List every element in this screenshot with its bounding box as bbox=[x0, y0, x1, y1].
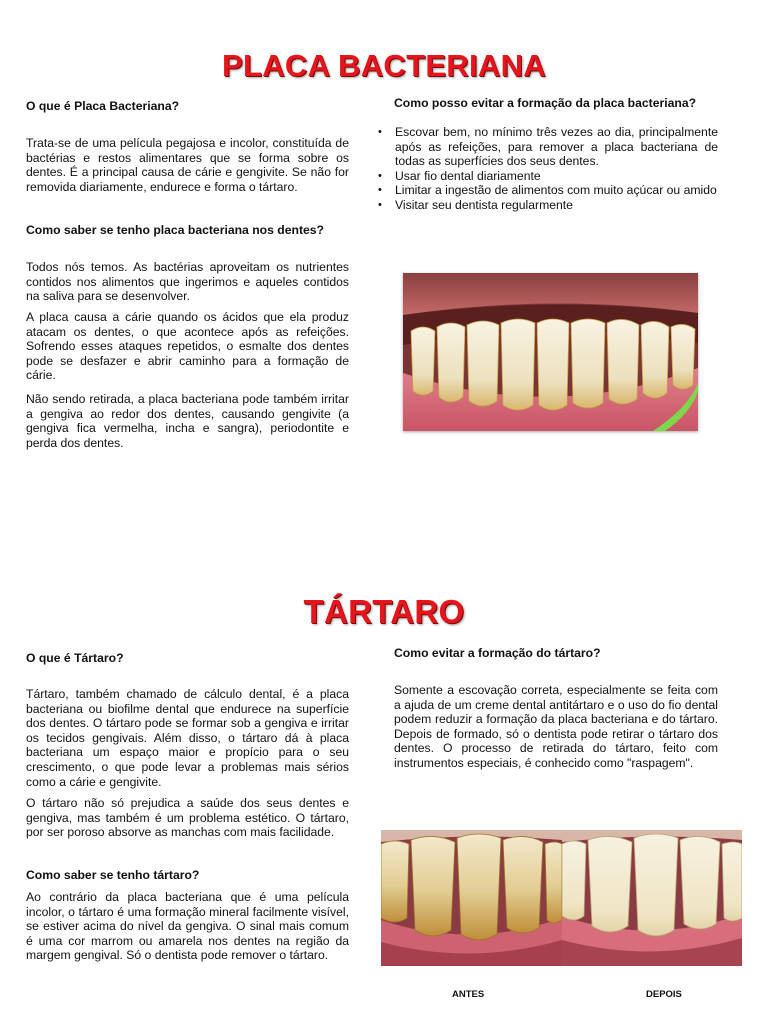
plaque-teeth-photo bbox=[403, 273, 698, 431]
list-item: • Limitar a ingestão de alimentos com muito açúcar ou amido bbox=[377, 183, 718, 198]
caption-before: ANTES bbox=[452, 989, 485, 1000]
paragraph-tartar-aesthetic: O tártaro não só prejudica a saúde dos seus dentes e gengiva, mas também é um problema estético. O tártaro, por ser poroso absorve as manchas com mais facilidade. bbox=[26, 796, 349, 840]
paragraph-gum-disease: Não sendo retirada, a placa bacteriana pode também irritar a gengiva ao redor dos dentes, causando gengivite (a gengiva fica vermelha, incha e sangra), periodontite e perda dos dentes. bbox=[26, 392, 349, 450]
question-how-to-know-tartar: Como saber se tenho tártaro? bbox=[26, 868, 200, 882]
list-item: • Usar fio dental diariamente bbox=[377, 169, 718, 184]
caption-after: DEPOIS bbox=[646, 989, 682, 1000]
question-what-is-plaque: O que é Placa Bacteriana? bbox=[26, 99, 180, 113]
paragraph-everyone-has: Todos nós temos. As bactérias aproveitam os nutrientes contidos nos alimentos que ingerimos e aqueles contidos na saliva para se desenvolver. bbox=[26, 260, 349, 304]
paragraph-plaque-causes-caries: A placa causa a cárie quando os ácidos que ela produz atacam os dentes, o que acontece após as refeições. Sofrendo esses ataques repetidos, o esmalte dos dentes pode se desfazer e abrir caminho para a formação de cárie. bbox=[26, 310, 349, 383]
section-title-tartaro: TÁRTARO bbox=[303, 593, 465, 630]
list-item: • Visitar seu dentista regularmente bbox=[377, 198, 718, 213]
question-what-is-tartar: O que é Tártaro? bbox=[26, 651, 124, 665]
paragraph-tartar-prevention: Somente a escovação correta, especialmente se feita com a ajuda de um creme dental antitártaro e o uso do fio dental podem reduzir a formação da placa bacteriana e do tártaro. Depois de formado, só o dentista pode retirar o tártaro dos dentes. O processo de retirada do tártaro, feito com instrumentos especiais, é conhecido como "raspagem". bbox=[394, 683, 718, 770]
question-how-to-know-plaque: Como saber se tenho placa bacteriana nos dentes? bbox=[26, 223, 325, 237]
list-item: • Escovar bem, no mínimo três vezes ao dia, principalmente após as refeições, para remover a placa bacteriana de todas as superfícies dos seus dentes. bbox=[377, 125, 718, 169]
question-how-to-prevent-tartar: Como evitar a formação do tártaro? bbox=[394, 646, 601, 660]
paragraph-plaque-definition: Trata-se de uma película pegajosa e incolor, constituída de bactérias e restos alimentares que se forma sobre os dentes. É a principal causa de cárie e gengivite. Se não for removida diariamente, endurece e forma o tártaro. bbox=[26, 136, 349, 194]
before-treatment-photo bbox=[381, 830, 562, 966]
question-how-to-prevent-plaque: Como posso evitar a formação da placa bacteriana? bbox=[394, 96, 697, 110]
after-treatment-photo bbox=[562, 830, 742, 966]
section-title-placa: PLACA BACTERIANA bbox=[222, 48, 546, 83]
prevention-list bbox=[377, 125, 718, 213]
paragraph-tartar-signs: Ao contrário da placa bacteriana que é uma película incolor, o tártaro é uma formação mineral facilmente visível, se estiver acima do nível da gengiva. O sinal mais comum é uma cor marrom ou amarela nos dentes na região da margem gengival. Só o dentista pode remover o tártaro. bbox=[26, 890, 349, 963]
paragraph-tartar-definition: Tártaro, também chamado de cálculo dental, é a placa bacteriana ou biofilme dental que endurece na superfície dos dentes. O tártaro pode se formar sob a gengiva e irritar os tecidos gengivais. Além disso, o tártaro dá à placa bacteriana um espaço maior e propício para o seu crescimento, o que pode levar a problemas mais sérios como a cárie e gengivite. bbox=[26, 687, 349, 789]
